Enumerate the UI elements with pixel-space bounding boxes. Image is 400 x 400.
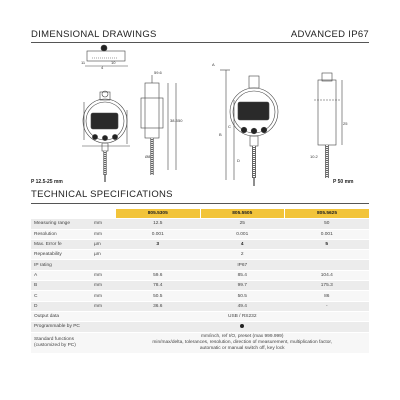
drawing-note-right: P 50 mm: [333, 179, 354, 185]
table-cell: [31, 209, 91, 219]
row-label: D: [31, 301, 91, 311]
row-unit: µm: [91, 250, 116, 260]
row-label: Resolution: [31, 229, 91, 239]
functions-line: min/max/delta, tolerances, resolution, direction of measurement, multiplication factor,: [152, 339, 333, 345]
table-cell: 0.001: [116, 229, 201, 239]
table-cell: 4: [200, 239, 285, 249]
table-cell: [91, 209, 116, 219]
table-cell: 12.5: [116, 219, 201, 229]
table-row: [31, 332, 369, 353]
row-label: A: [31, 270, 91, 280]
dim-label: 59.6: [154, 70, 162, 75]
table-cell: 36.6: [116, 301, 201, 311]
row-unit: µm: [91, 239, 116, 249]
dimensional-drawings: [0, 40, 400, 190]
row-label: Measuring range: [31, 219, 91, 229]
functions-line: mm/inch, ref I/O, preset (max 999.999): [201, 333, 284, 339]
table-row: [31, 239, 369, 249]
row-label: Output data: [31, 311, 91, 321]
table-cell: 25: [200, 219, 285, 229]
section-title-specs: TECHNICAL SPECIFICATIONS: [31, 189, 173, 200]
row-label: [31, 332, 116, 353]
table-row: [31, 270, 369, 280]
dim-label: 10: [111, 60, 116, 65]
table-cell: 50: [285, 219, 370, 229]
dot-icon: [240, 324, 244, 328]
row-label: IP rating: [31, 260, 91, 270]
product-series-title: ADVANCED IP67: [290, 29, 369, 40]
dim-label: 11: [81, 60, 86, 65]
row-unit: [91, 260, 116, 270]
table-cell: 175.3: [285, 281, 370, 291]
table-row: [31, 250, 369, 260]
table-cell: 104.4: [285, 270, 370, 280]
row-unit: mm: [91, 291, 116, 301]
table-cell: USB / RS232: [116, 311, 370, 321]
table-row: [31, 322, 369, 332]
table-row: [31, 229, 369, 239]
dim-label: 50: [178, 118, 183, 123]
table-header-row: [31, 209, 369, 219]
row-label: B: [31, 281, 91, 291]
side-view-drawing-right: [314, 73, 342, 178]
table-row: [31, 281, 369, 291]
section-title-drawings: DIMENSIONAL DRAWINGS: [31, 29, 157, 40]
top-view-drawing: [85, 45, 128, 66]
table-cell: 3: [116, 239, 201, 249]
table-cell: 2: [116, 250, 370, 260]
table-row: [31, 291, 369, 301]
dim-label: Ø8: [145, 154, 151, 159]
model-header: 805.5625: [285, 209, 370, 219]
row-label: Programmable by PC: [31, 322, 91, 332]
row-label-line: (customized by PC): [34, 342, 76, 348]
dim-label: B: [219, 132, 222, 137]
row-unit: mm: [91, 229, 116, 239]
specs-divider: [31, 203, 369, 204]
table-cell: 49.4: [200, 301, 285, 311]
table-cell: 50.5: [200, 291, 285, 301]
row-unit: mm: [91, 281, 116, 291]
table-row: [31, 219, 369, 229]
row-label: C: [31, 291, 91, 301]
dim-label: A: [212, 62, 215, 67]
table-cell: 86: [285, 291, 370, 301]
table-cell: -: [285, 301, 370, 311]
table-row: [31, 301, 369, 311]
front-view-drawing-left: [82, 91, 130, 182]
functions-line: automatic or manual switch off, key lock: [199, 345, 285, 351]
table-row: [31, 260, 369, 270]
dim-label: C: [228, 124, 231, 129]
table-cell: 50.5: [116, 291, 201, 301]
table-cell: 99.7: [200, 281, 285, 291]
table-cell: 5: [285, 239, 370, 249]
row-unit: mm: [91, 219, 116, 229]
table-cell: 85.4: [200, 270, 285, 280]
table-cell: 0.001: [200, 229, 285, 239]
row-unit: [91, 322, 116, 332]
row-label: Repeatability: [31, 250, 91, 260]
table-cell: 0.001: [285, 229, 370, 239]
model-header: 805.5505: [200, 209, 285, 219]
row-label-line: Standard functions: [34, 336, 75, 342]
row-label: Max. Error fe: [31, 239, 91, 249]
table-row: [31, 311, 369, 321]
dim-label: 25: [343, 121, 348, 126]
side-view-drawing-left: [141, 75, 176, 175]
dim-label: 38.3: [170, 118, 178, 123]
specs-table: [31, 209, 369, 354]
dim-label: 4: [101, 65, 104, 70]
row-unit: mm: [91, 301, 116, 311]
table-cell: IP67: [116, 260, 370, 270]
dim-label: D: [237, 158, 240, 163]
drawing-note-left: P 12.5-25 mm: [31, 179, 63, 185]
table-cell: [116, 332, 370, 353]
table-cell: 78.4: [116, 281, 201, 291]
dim-label: 10.2: [310, 154, 318, 159]
table-cell: [116, 322, 370, 332]
row-unit: [91, 311, 116, 321]
table-cell: 59.6: [116, 270, 201, 280]
model-header: 805.5305: [116, 209, 201, 219]
row-unit: mm: [91, 270, 116, 280]
